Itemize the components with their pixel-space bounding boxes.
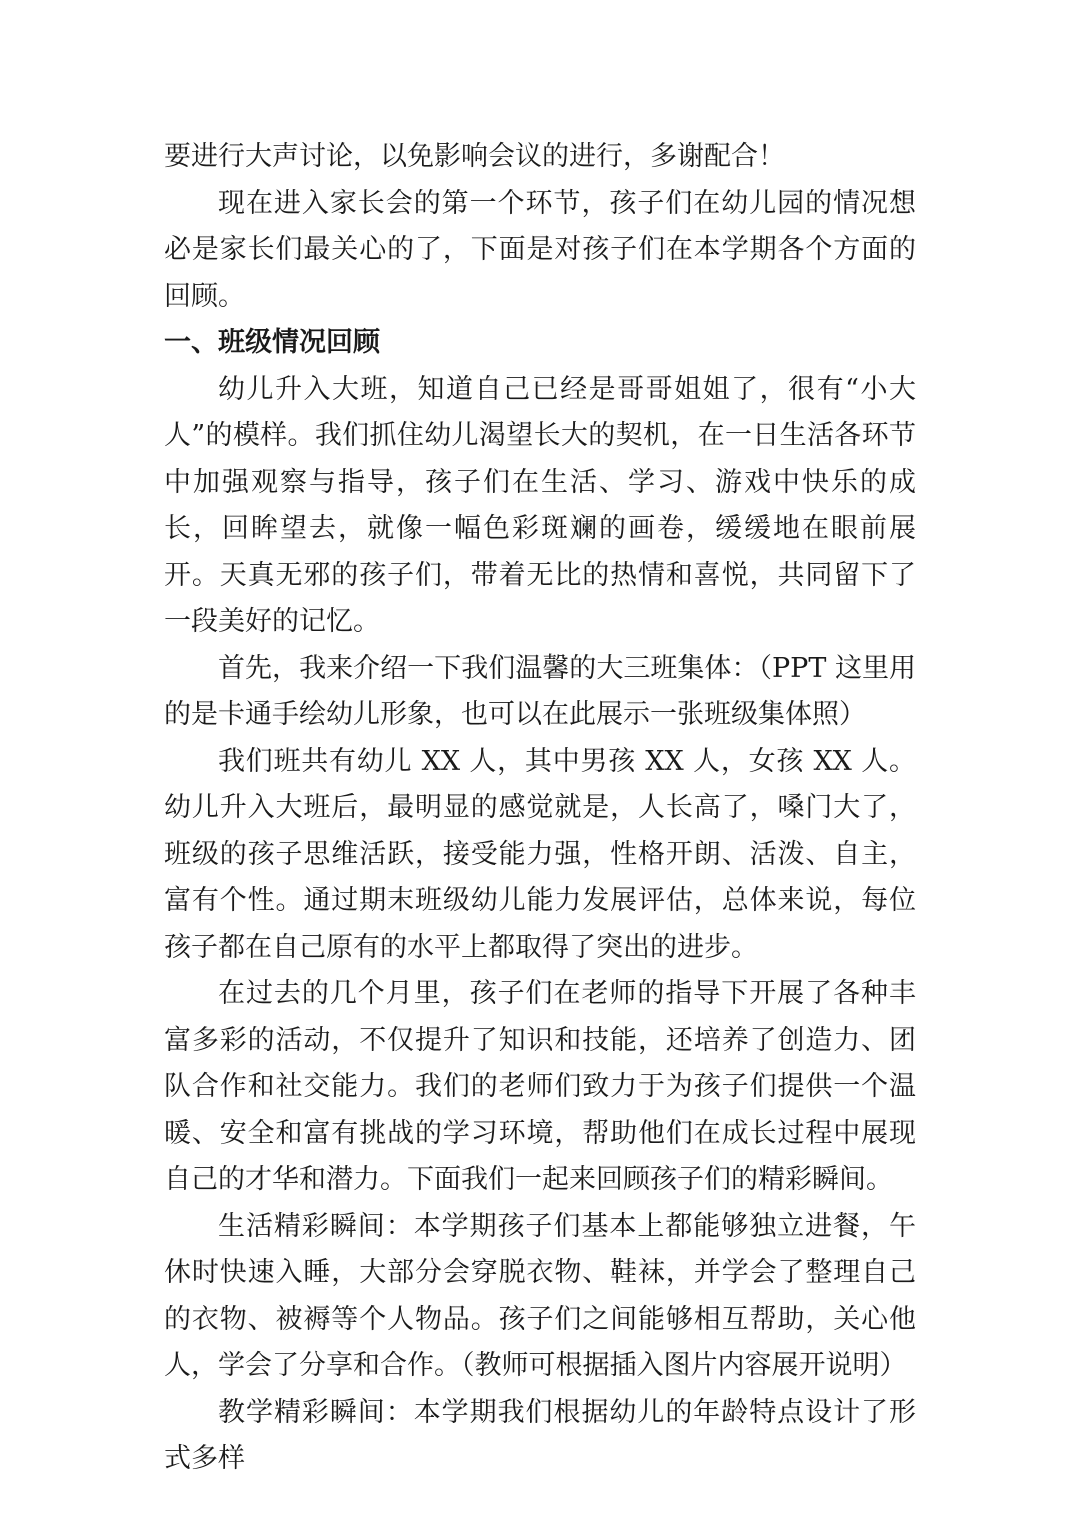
section-heading: 一、班级情况回顾 (164, 327, 380, 358)
paragraph-intro: 现在进入家长会的第一个环节，孩子们在幼儿园的情况想必是家长们最关心的了，下面是对孩子们在本学期各个方面的回顾。 (164, 187, 916, 312)
paragraph-teaching-moments: 教学精彩瞬间：本学期我们根据幼儿的年龄特点设计了形式多样 (164, 1396, 916, 1474)
document-body (164, 134, 916, 1483)
paragraph-class-stats: 我们班共有幼儿 XX 人，其中男孩 XX 人，女孩 XX 人。幼儿升入大班后，最明显的感觉就是，人长高了，嗓门大了，班级的孩子思维活跃，接受能力强，性格开朗、活泼、自主，富有个性。通过期末班级幼儿能力发展评估，总体来说，每位孩子都在自己原有的水平上都取得了突出的进步。 (164, 745, 916, 963)
paragraph-life-moments: 生活精彩瞬间：本学期孩子们基本上都能够独立进餐，午休时快速入睡，大部分会穿脱衣物、鞋袜，并学会了整理自己的衣物、被褥等个人物品。孩子们之间能够相互帮助，关心他人，学会了分享和合作。（教师可根据插入图片内容展开说明） (164, 1210, 916, 1381)
paragraph-continuation: 要进行大声讨论，以免影响会议的进行，多谢配合！ (164, 141, 785, 172)
paragraph-class-overview: 幼儿升入大班，知道自己已经是哥哥姐姐了，很有“小大人”的模样。我们抓住幼儿渴望长大的契机，在一日生活各环节中加强观察与指导，孩子们在生活、学习、游戏中快乐的成长，回眸望去，就像一幅色彩斑斓的画卷，缓缓地在眼前展开。天真无邪的孩子们，带着无比的热情和喜悦，共同留下了一段美好的记忆。 (164, 373, 916, 637)
paragraph-activities: 在过去的几个月里，孩子们在老师的指导下开展了各种丰富多彩的活动，不仅提升了知识和技能，还培养了创造力、团队合作和社交能力。我们的老师们致力于为孩子们提供一个温暖、安全和富有挑战的学习环境，帮助他们在成长过程中展现自己的才华和潜力。下面我们一起来回顾孩子们的精彩瞬间。 (164, 978, 916, 1195)
paragraph-class-intro: 首先，我来介绍一下我们温馨的大三班集体：（PPT 这里用的是卡通手绘幼儿形象，也可以在此展示一张班级集体照） (164, 652, 916, 730)
